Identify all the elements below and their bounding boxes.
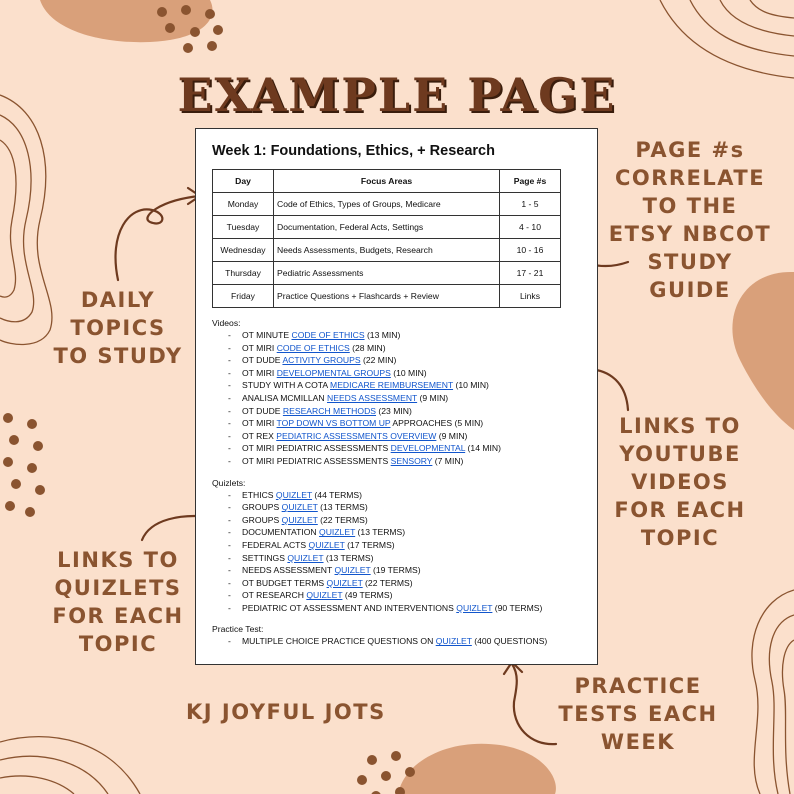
item-detail: (10 MIN)	[453, 380, 489, 391]
item-link[interactable]: NEEDS ASSESSMENT	[327, 392, 418, 403]
item-detail: (23 MIN)	[376, 405, 412, 416]
item-detail: (17 TERMS)	[344, 539, 395, 550]
annotation-page-numbers: PAGE #s CORRELATE TO THE ETSY NBCOT STUDY GUIDE	[608, 138, 772, 302]
cell-day: Monday	[213, 193, 274, 216]
item-detail: (13 TERMS)	[355, 527, 406, 538]
item-detail: (22 TERMS)	[317, 514, 368, 525]
item-link[interactable]: RESEARCH METHODS	[282, 405, 377, 416]
item-text: FEDERAL ACTS	[242, 539, 309, 550]
table-row	[213, 239, 561, 262]
videos-label: Videos:	[212, 318, 241, 328]
item-text: PEDIATRIC OT ASSESSMENT AND INTERVENTIONS	[242, 602, 457, 613]
item-text: GROUPS	[242, 502, 282, 513]
item-text: OT MIRI	[242, 342, 277, 353]
annotation-practice: PRACTICE TESTS EACH WEEK	[558, 674, 718, 754]
video-item	[228, 329, 581, 342]
arrow-daily-topics	[116, 196, 200, 280]
table-row	[213, 216, 561, 239]
item-text: OT BUDGET TERMS	[242, 577, 327, 588]
item-link[interactable]: QUIZLET	[334, 565, 371, 576]
cell-focus-areas: Needs Assessments, Budgets, Research	[274, 239, 500, 262]
videos-section	[212, 318, 581, 468]
item-detail: (13 TERMS)	[323, 552, 374, 563]
bullet-dash: -	[228, 489, 231, 500]
video-item	[228, 455, 581, 468]
video-item	[228, 367, 581, 380]
contour-top-right	[660, 0, 794, 78]
practice-label: Practice Test:	[212, 624, 264, 635]
item-detail: (49 TERMS)	[342, 590, 393, 601]
item-detail: (28 MIN)	[349, 342, 386, 353]
brand-name: KJ JOYFUL JOTS	[186, 700, 386, 724]
bullet-dash: -	[228, 355, 231, 366]
annotation-youtube: LINKS TO YOUTUBE VIDEOS FOR EACH TOPIC	[614, 414, 746, 550]
item-link[interactable]: QUIZLET	[275, 489, 313, 500]
cell-page-numbers: 4 - 10	[500, 216, 561, 239]
video-item	[228, 417, 581, 430]
cell-focus-areas: Practice Questions + Flashcards + Review	[274, 285, 500, 308]
item-text: DOCUMENTATION	[242, 527, 320, 538]
bullet-dash: -	[228, 455, 231, 466]
item-text: SETTINGS	[242, 552, 288, 563]
dots-left	[3, 413, 45, 517]
bullet-dash: -	[228, 590, 231, 601]
cell-day: Tuesday	[213, 216, 274, 239]
bullet-dash: -	[228, 392, 231, 403]
video-item	[228, 354, 581, 367]
quizlet-item	[228, 577, 581, 590]
cell-day: Friday	[213, 285, 274, 308]
item-text: OT DUDE	[242, 355, 283, 366]
header-day: Day	[213, 170, 274, 193]
video-item	[228, 392, 581, 405]
item-link[interactable]: SENSORY	[390, 455, 433, 466]
bullet-dash: -	[228, 380, 231, 391]
bullet-dash: -	[228, 502, 231, 513]
item-link[interactable]: QUIZLET	[326, 577, 363, 588]
header-focus-areas: Focus Areas	[274, 170, 500, 193]
videos-list	[212, 329, 581, 468]
cell-focus-areas: Documentation, Federal Acts, Settings	[274, 216, 500, 239]
quizlet-item	[228, 589, 581, 602]
video-item	[228, 442, 581, 455]
item-text: GROUPS	[242, 514, 282, 525]
item-text: OT MIRI PEDIATRIC ASSESSMENTS	[242, 455, 391, 466]
item-detail: APPROACHES (5 MIN)	[390, 418, 484, 429]
item-link[interactable]: ACTIVITY GROUPS	[282, 355, 361, 366]
annotation-quizlets: LINKS TO QUIZLETS FOR EACH TOPIC	[52, 548, 184, 656]
quizlet-item	[228, 514, 581, 527]
item-text: ANALISA MCMILLAN	[242, 392, 328, 403]
item-link[interactable]: DEVELOPMENTAL	[390, 443, 466, 454]
item-link[interactable]: PEDIATRIC ASSESSMENTS OVERVIEW	[276, 430, 437, 441]
bullet-dash: -	[228, 418, 231, 429]
item-link[interactable]: QUIZLET	[319, 527, 356, 538]
cell-day: Thursday	[213, 262, 274, 285]
practice-section	[212, 624, 581, 648]
bullet-dash: -	[228, 514, 231, 525]
bullet-dash: -	[228, 342, 231, 353]
item-text: OT DUDE	[242, 405, 283, 416]
practice-item	[228, 635, 581, 648]
cell-page-numbers: 1 - 5	[500, 193, 561, 216]
video-item	[228, 342, 581, 355]
item-detail: (44 TERMS)	[312, 489, 363, 500]
item-detail: (13 MIN)	[364, 330, 401, 340]
schedule-table	[212, 169, 561, 308]
cell-page-numbers: Links	[500, 285, 561, 308]
item-text: OT MIRI	[242, 418, 277, 429]
video-item	[228, 430, 581, 443]
item-text: OT RESEARCH	[242, 590, 307, 601]
item-link[interactable]: QUIZLET	[435, 636, 472, 647]
bullet-dash: -	[228, 527, 231, 538]
bullet-dash: -	[228, 552, 231, 563]
bullet-dash: -	[228, 602, 231, 613]
quizlet-item	[228, 501, 581, 514]
bullet-dash: -	[228, 636, 231, 647]
item-text: OT MINUTE	[242, 330, 292, 340]
item-link[interactable]: CODE OF ETHICS	[291, 330, 365, 340]
item-detail: (7 MIN)	[432, 455, 464, 466]
table-row	[213, 193, 561, 216]
quizlet-item	[228, 564, 581, 577]
item-link[interactable]: QUIZLET	[287, 552, 324, 563]
bullet-dash: -	[228, 430, 231, 441]
quizlet-item	[228, 526, 581, 539]
video-item	[228, 379, 581, 392]
practice-list	[212, 635, 581, 648]
bullet-dash: -	[228, 330, 231, 340]
blob-bottom	[398, 744, 556, 794]
quizlets-section	[212, 478, 581, 615]
bullet-dash: -	[228, 443, 231, 454]
item-link[interactable]: QUIZLET	[308, 539, 345, 550]
item-link[interactable]: QUIZLET	[456, 602, 493, 613]
document-title: Week 1: Foundations, Ethics, + Research	[212, 143, 495, 159]
contour-bottom-left	[0, 737, 140, 794]
item-detail: (19 TERMS)	[370, 565, 421, 576]
headline-title: EXAMPLE PAGE	[177, 68, 617, 122]
item-detail: (9 MIN)	[436, 430, 468, 441]
cell-focus-areas: Code of Ethics, Types of Groups, Medicare	[274, 193, 500, 216]
cell-page-numbers: 17 - 21	[500, 262, 561, 285]
item-detail: (10 MIN)	[390, 367, 427, 378]
item-link[interactable]: DEVELOPMENTAL GROUPS	[276, 367, 391, 378]
quizlet-item	[228, 552, 581, 565]
cell-focus-areas: Pediatric Assessments	[274, 262, 500, 285]
item-text: ETHICS	[242, 489, 276, 500]
quizlets-list	[212, 489, 581, 615]
quizlet-item	[228, 602, 581, 615]
item-detail: (13 TERMS)	[317, 502, 368, 513]
item-text: MULTIPLE CHOICE PRACTICE QUESTIONS ON	[242, 636, 436, 647]
item-detail: (14 MIN)	[465, 443, 501, 454]
bullet-dash: -	[228, 367, 231, 378]
item-detail: (22 MIN)	[360, 355, 397, 366]
annotation-daily-topics: DAILY TOPICS TO STUDY	[53, 288, 183, 368]
item-detail: (9 MIN)	[417, 392, 449, 403]
cell-page-numbers: 10 - 16	[500, 239, 561, 262]
item-text: STUDY WITH A COTA	[242, 380, 331, 391]
item-detail: (90 TERMS)	[492, 602, 543, 613]
table-row	[213, 285, 561, 308]
item-detail: (400 QUESTIONS)	[471, 636, 548, 647]
quizlet-item	[228, 489, 581, 502]
item-text: OT MIRI PEDIATRIC ASSESSMENTS	[242, 443, 391, 454]
item-link[interactable]: QUIZLET	[281, 502, 318, 513]
item-link[interactable]: TOP DOWN VS BOTTOM UP	[276, 418, 391, 429]
item-text: OT MIRI	[242, 367, 277, 378]
item-text: OT REX	[242, 430, 277, 441]
contour-bottom-right	[752, 590, 794, 794]
item-detail: (22 TERMS)	[362, 577, 413, 588]
bullet-dash: -	[228, 539, 231, 550]
video-item	[228, 405, 581, 418]
table-header-row	[213, 170, 561, 193]
item-link[interactable]: QUIZLET	[281, 514, 318, 525]
quizlets-label: Quizlets:	[212, 477, 246, 488]
item-link[interactable]: MEDICARE REIMBURSEMENT	[330, 380, 454, 391]
item-link[interactable]: QUIZLET	[306, 590, 343, 601]
bullet-dash: -	[228, 577, 231, 588]
quizlet-item	[228, 539, 581, 552]
item-text: NEEDS ASSESSMENT	[242, 565, 335, 576]
bullet-dash: -	[228, 565, 231, 576]
example-document	[195, 128, 598, 665]
cell-day: Wednesday	[213, 239, 274, 262]
table-row	[213, 262, 561, 285]
header-page-numbers: Page #s	[500, 170, 561, 193]
item-link[interactable]: CODE OF ETHICS	[276, 342, 350, 353]
bullet-dash: -	[228, 405, 231, 416]
